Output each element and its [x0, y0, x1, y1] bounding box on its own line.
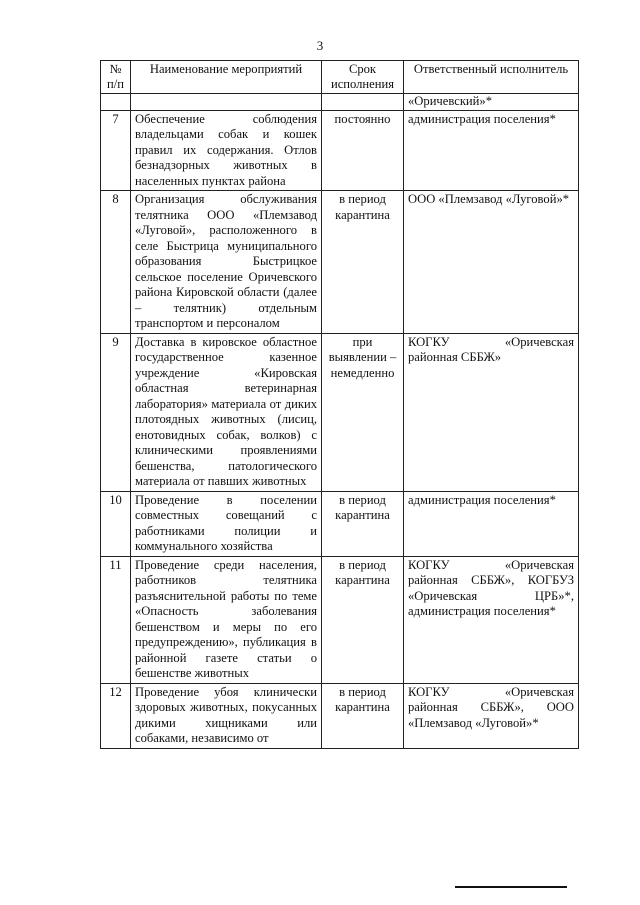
row-num: 12	[101, 683, 131, 748]
table-row	[101, 333, 579, 491]
row-num: 10	[101, 491, 131, 556]
row-term: при выявлении – немедленно	[322, 333, 404, 491]
row-responsible: КОГКУ «Оричевская районная СББЖ», КОГБУЗ «Оричевская ЦРБ»*, администрация поселения*	[404, 556, 579, 683]
measures-table	[100, 60, 579, 749]
row-responsible: КОГКУ «Оричевская районная СББЖ»	[404, 333, 579, 491]
row-term: постоянно	[322, 110, 404, 191]
continuation-num-cell	[101, 94, 131, 111]
continuation-responsible: «Оричевский»*	[404, 94, 579, 111]
row-term: в период карантина	[322, 491, 404, 556]
header-name: Наименование мероприятий	[131, 61, 322, 94]
row-name: Проведение среди населения, работников телятника разъяснительной работы по теме «Опасность заболевания бешенством и меры по его предупреждению», публикация в районной газете статьи о бешенстве животных	[131, 556, 322, 683]
row-term: в период карантина	[322, 556, 404, 683]
row-name: Обеспечение соблюдения владельцами собак и кошек правил их содержания. Отлов безнадзорных животных в населенных пунктах района	[131, 110, 322, 191]
table-row	[101, 683, 579, 748]
page-number: 3	[316, 38, 324, 53]
row-num: 11	[101, 556, 131, 683]
row-name: Доставка в кировское областное государственное казенное учреждение «Кировская областная ветеринарная лаборатория» материала от диких плотоядных животных (лисиц, енотовидных собак, волков) с клиническими проявлениями бешенства, патологического материала от павших животных	[131, 333, 322, 491]
header-term: Срок исполнения	[322, 61, 404, 94]
row-name: Организация обслуживания телятника ООО «Племзавод «Луговой», расположенного в селе Быстрица муниципального образования Быстрицкое сельское поселение Оричевского района Кировской области (далее – телятник) отдельным транспортом и персоналом	[131, 191, 322, 334]
footer-rule	[455, 886, 567, 888]
table-header-row	[101, 61, 579, 94]
row-responsible: администрация поселения*	[404, 110, 579, 191]
table-row	[101, 491, 579, 556]
row-name: Проведение в поселении совместных совещаний с работниками полиции и коммунального хозяйства	[131, 491, 322, 556]
header-num: № п/п	[101, 61, 131, 94]
table-row	[101, 556, 579, 683]
continuation-term-cell	[322, 94, 404, 111]
row-responsible: администрация поселения*	[404, 491, 579, 556]
row-num: 7	[101, 110, 131, 191]
row-term: в период карантина	[322, 191, 404, 334]
row-responsible: ООО «Племзавод «Луговой»*	[404, 191, 579, 334]
table-row	[101, 191, 579, 334]
row-num: 8	[101, 191, 131, 334]
row-responsible: КОГКУ «Оричевская районная СББЖ», ООО «Племзавод «Луговой»*	[404, 683, 579, 748]
row-term: в период карантина	[322, 683, 404, 748]
row-name: Проведение убоя клинически здоровых животных, покусанных дикими хищниками или собаками, независимо от	[131, 683, 322, 748]
continuation-row	[101, 94, 579, 111]
table-row	[101, 110, 579, 191]
header-responsible: Ответственный исполнитель	[404, 61, 579, 94]
row-num: 9	[101, 333, 131, 491]
continuation-name-cell	[131, 94, 322, 111]
